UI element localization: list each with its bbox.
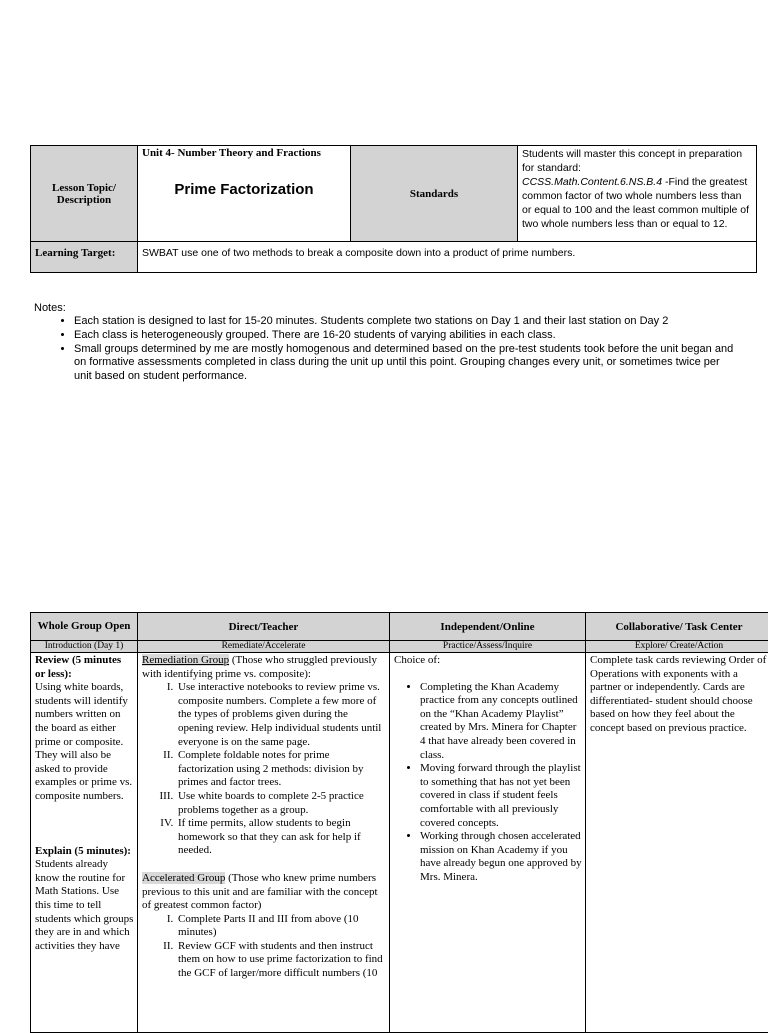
remediation-step: III. Use white boards to complete 2-5 practice problems together as a group. bbox=[176, 790, 386, 817]
collaborative-cell bbox=[586, 653, 768, 1033]
lesson-title-cell bbox=[138, 146, 351, 242]
subheader-remediate: Remediate/Accelerate bbox=[138, 641, 390, 653]
learning-target-text bbox=[138, 242, 757, 273]
remediation-step: I. Use interactive notebooks to review prime vs. composite numbers. Complete a few more of the types of problems given during the opening review. Help individual students until everyone is on the same page. bbox=[176, 681, 386, 749]
header-direct-teacher: Direct/Teacher bbox=[138, 613, 390, 641]
accelerated-step: II. Review GCF with students and then instruct them on how to use prime factorization to find the GCF of larger/more difficult numbers (10 bbox=[176, 940, 386, 981]
choice-intro: Choice of: bbox=[394, 654, 582, 668]
accelerated-step: I. Complete Parts II and III from above (10 minutes) bbox=[176, 913, 386, 940]
remediation-group-desc bbox=[142, 654, 386, 681]
notes-section bbox=[34, 301, 734, 384]
explain-text: Students already know the routine for Math Stations. Use this time to tell students which groups they are in and which activities they have bbox=[35, 858, 134, 953]
direct-teacher-cell bbox=[138, 653, 390, 1033]
subheader-practice: Practice/Assess/Inquire bbox=[390, 641, 586, 653]
independent-choices bbox=[394, 681, 582, 885]
whole-group-cell bbox=[31, 653, 138, 1033]
review-text: Using white boards, students will identify numbers written on the board as either prime or composite. They will also be asked to provide examples or prime vs. composite numbers. bbox=[35, 681, 134, 803]
standards-label bbox=[351, 146, 518, 242]
note-item: • Each class is heterogeneously grouped. There are 16-20 students of varying abilities in each class. bbox=[74, 329, 734, 343]
standards-code: CCSS.Math.Content.6.NS.B.4 bbox=[522, 176, 662, 188]
standards-label-text: Standards bbox=[410, 188, 458, 200]
note-item: • Each station is designed to last for 15-20 minutes. Students complete two stations on Day 1 and their last station on Day 2 bbox=[74, 315, 734, 329]
learning-target-label bbox=[31, 242, 138, 273]
standards-cell bbox=[518, 146, 757, 242]
independent-choice: • Moving forward through the playlist to something that has not yet been covered in class if student feels comfortable with all previously covered concepts. bbox=[420, 762, 582, 830]
learning-target-value: SWBAT use one of two methods to break a composite down into a product of prime numbers. bbox=[142, 247, 575, 259]
remediation-steps bbox=[142, 681, 386, 858]
stations-table bbox=[30, 612, 768, 1033]
accelerated-group-desc bbox=[142, 872, 386, 913]
independent-online-cell bbox=[390, 653, 586, 1033]
subheader-explore: Explore/ Create/Action bbox=[586, 641, 768, 653]
accelerated-group-label: Accelerated Group bbox=[142, 872, 225, 884]
notes-list bbox=[34, 315, 734, 384]
remediation-step: II. Complete foldable notes for prime factorization using 2 methods: division by primes and factor trees. bbox=[176, 749, 386, 790]
remediation-group-text: (Those who struggled previously with identifying prime vs. composite): bbox=[142, 654, 377, 680]
learning-target-label-text: Learning Target: bbox=[35, 247, 115, 259]
header-independent-online: Independent/Online bbox=[390, 613, 586, 641]
collaborative-text: Complete task cards reviewing Order of Operations with exponents with a partner or independently. Cards are differentiated- student should choose based on how they feel about the concept based on previous practice. bbox=[590, 654, 768, 736]
independent-choice: • Working through chosen accelerated mission on Khan Academy if you have already begun one approved by Mrs. Minera. bbox=[420, 830, 582, 884]
lesson-topic-label bbox=[31, 146, 138, 242]
independent-choice: • Completing the Khan Academy practice from any concepts outlined on the “Khan Academy Playlist” created by Mrs. Minera for Chapter 4 that have already been covered in class. bbox=[420, 681, 582, 763]
lesson-title: Prime Factorization bbox=[138, 181, 350, 198]
lesson-topic-label-text: Lesson Topic/ Description bbox=[52, 182, 116, 206]
notes-heading: Notes: bbox=[34, 301, 734, 315]
remediation-step: IV. If time permits, allow students to begin homework so that they can ask for help if needed. bbox=[176, 817, 386, 858]
review-title: Review (5 minutes or less): bbox=[35, 654, 134, 681]
remediation-group-label: Remediation Group bbox=[142, 654, 229, 666]
explain-title: Explain (5 minutes): bbox=[35, 845, 134, 859]
header-whole-group: Whole Group Open bbox=[31, 613, 138, 641]
subheader-introduction: Introduction (Day 1) bbox=[31, 641, 138, 653]
lesson-header-table bbox=[30, 145, 757, 273]
standards-text: -Find the greatest common factor of two whole numbers less than or equal to 100 and the least common multiple of two whole numbers less than or equal to 12. bbox=[522, 176, 749, 230]
unit-title: Unit 4- Number Theory and Fractions bbox=[138, 146, 350, 159]
accelerated-steps bbox=[142, 913, 386, 981]
note-item: • Small groups determined by me are mostly homogenous and determined based on the pre-test students took before the unit began and on formative assessments completed in class during the unit up until this point. Grouping changes every unit, or sometimes twice per unit based on student performance. bbox=[74, 343, 734, 384]
accelerated-group-text: (Those who knew prime numbers previous to this unit and are familiar with the concept of greatest common factor) bbox=[142, 872, 378, 911]
standards-intro: Students will master this concept in preparation for standard: bbox=[522, 148, 742, 174]
header-collaborative: Collaborative/ Task Center bbox=[586, 613, 768, 641]
